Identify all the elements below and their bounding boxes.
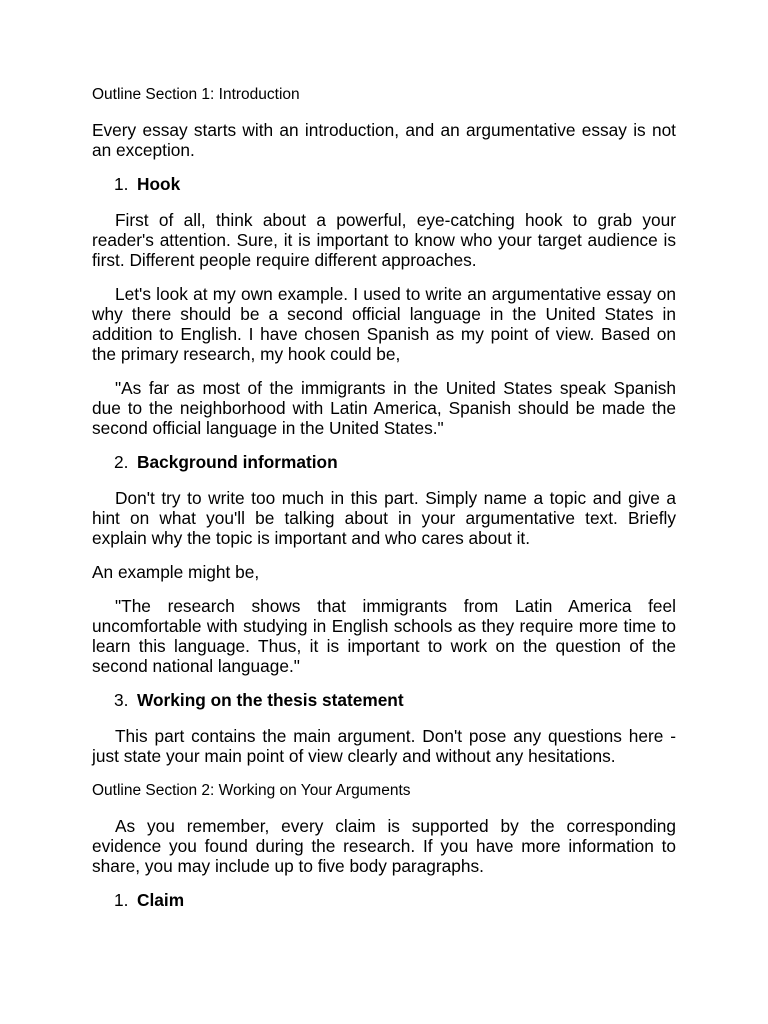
item-title-claim: Claim: [137, 890, 185, 910]
list-item-hook: [92, 174, 676, 194]
item-number: 3.: [114, 690, 129, 710]
list-item-thesis: [92, 690, 676, 710]
list-item-background: [92, 452, 676, 472]
list-item-claim: [92, 890, 676, 910]
section-1-intro: Every essay starts with an introduction, and an argumentative essay is not an exception.: [92, 120, 676, 160]
item-number: 1.: [114, 174, 129, 194]
section-2-heading: Outline Section 2: Working on Your Arguments: [92, 782, 411, 799]
item-title-thesis: Working on the thesis statement: [137, 690, 404, 710]
section-2-intro: As you remember, every claim is supported by the corresponding evidence you found during the research. If you have more information to share, you may include up to five body paragraphs.: [92, 816, 676, 876]
hook-example-quote: "As far as most of the immigrants in the United States speak Spanish due to the neighborhood with Latin America, Spanish should be made the second official language in the United States.": [92, 378, 676, 438]
item-title-hook: Hook: [137, 174, 181, 194]
background-paragraph: Don't try to write too much in this part. Simply name a topic and give a hint on what you'll be talking about in your argumentative text. Briefly explain why the topic is important and who cares about it.: [92, 488, 676, 548]
item-number: 1.: [114, 890, 129, 910]
item-title-background: Background information: [137, 452, 338, 472]
hook-paragraph-2: Let's look at my own example. I used to write an argumentative essay on why there should be a second official language in the United States in addition to English. I have chosen Spanish as my point of view. Based on the primary research, my hook could be,: [92, 284, 676, 364]
document-page: [92, 84, 676, 926]
background-example-quote: "The research shows that immigrants from Latin America feel uncomfortable with studying in English schools as they require more time to learn this language. Thus, it is important to work on the question of the second national language.": [92, 596, 676, 676]
item-number: 2.: [114, 452, 129, 472]
thesis-paragraph: This part contains the main argument. Don't pose any questions here - just state your main point of view clearly and without any hesitations.: [92, 726, 676, 766]
section-1-heading: Outline Section 1: Introduction: [92, 86, 300, 103]
hook-paragraph-1: First of all, think about a powerful, eye-catching hook to grab your reader's attention. Sure, it is important to know who your target audience is first. Different people require different approaches.: [92, 210, 676, 270]
background-example-intro: An example might be,: [92, 562, 260, 582]
